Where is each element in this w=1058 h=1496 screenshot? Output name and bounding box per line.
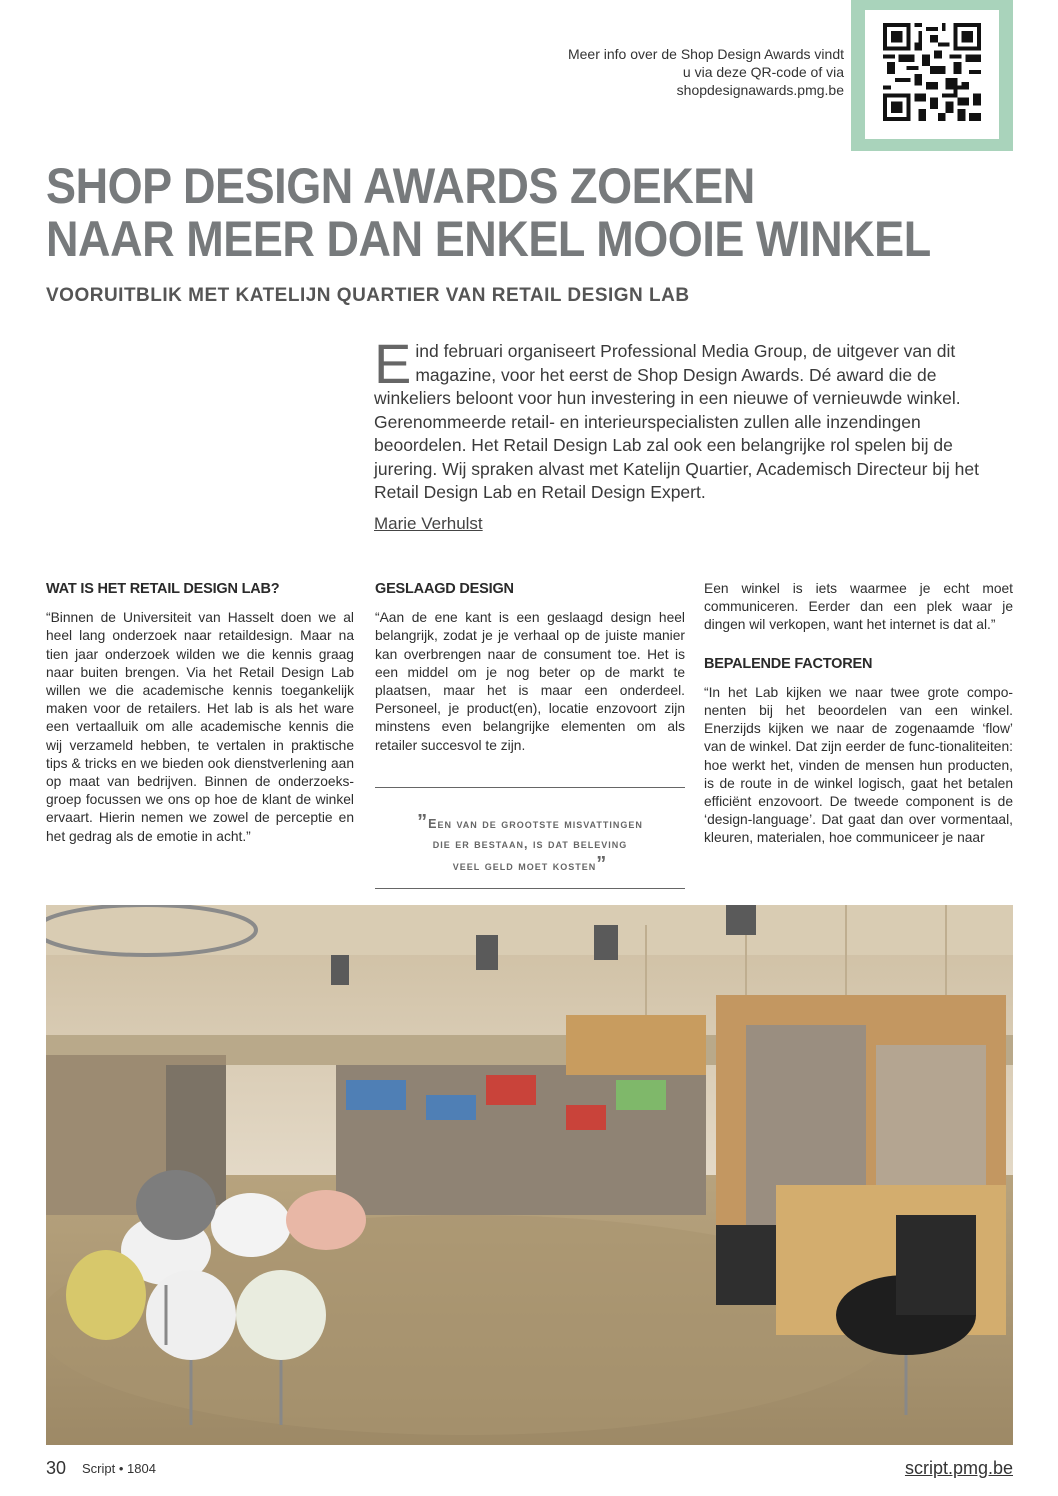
article-intro bbox=[374, 332, 1014, 505]
column-3-body-1: Een winkel is iets waarmee je echt moet communiceren. Eerder dan een plek waar je dingen wil verkopen, want het internet is dat al.” bbox=[704, 581, 1013, 633]
qr-code-box bbox=[865, 10, 999, 139]
pull-quote-line-3 bbox=[375, 854, 685, 876]
pull-quote-text-1: Een van de grootste misvattingen bbox=[428, 817, 643, 831]
article-author[interactable]: Marie Verhulst bbox=[374, 514, 483, 533]
article-subtitle: VOORUITBLIK MET KATELIJN QUARTIER VAN RETAIL DESIGN LAB bbox=[46, 285, 690, 306]
qr-code-frame bbox=[851, 0, 1013, 151]
qr-info-line-2: u via deze QR-code of via bbox=[682, 64, 844, 80]
intro-dropcap: E bbox=[374, 332, 412, 395]
column-1-body: “Binnen de Universiteit van Hasselt doen we al heel lang onderzoek naar retaildesign. Maar na tien jaar onderzoek wilden we die kennis graag naar buiten brengen. Via het Retail Design Lab willen we die academische kennis toegankelijk maken voor de retailers. Het lab is als het ware een vertaalluik om alle academische kennis die wij verzameld hebben, te vertalen in praktische tips & tricks en we bieden ook dienstverlening aan op maat van bedrijven. Binnen de onderzoeks-groep focussen we ons op hoe de klant de winkel ervaart. Hierin nemen we zowel de perceptie en het gedrag als de emotie in acht.” bbox=[46, 610, 354, 844]
article-title bbox=[46, 158, 931, 267]
pull-quote-line-2: die er bestaan, is dat beleving bbox=[432, 837, 628, 851]
qr-code-icon[interactable] bbox=[883, 22, 981, 122]
page-number: 30 bbox=[46, 1458, 67, 1478]
qr-info-line-3[interactable]: shopdesignawards.pmg.be bbox=[676, 82, 844, 98]
column-3-heading: BEPALENDE FACTOREN bbox=[704, 655, 873, 672]
qr-info-text bbox=[514, 45, 844, 99]
column-1-heading: WAT IS HET RETAIL DESIGN LAB? bbox=[46, 581, 280, 597]
column-1 bbox=[46, 580, 354, 846]
pull-quote-line-1 bbox=[375, 812, 685, 834]
quote-close-mark: ” bbox=[596, 853, 608, 875]
column-3 bbox=[704, 580, 1013, 848]
column-2-heading: GESLAAGD DESIGN bbox=[375, 581, 514, 597]
pull-quote-text-3: veel geld moet kosten bbox=[452, 859, 597, 873]
site-link[interactable]: script.pmg.be bbox=[904, 1458, 1013, 1478]
article-title-line-1: SHOP DESIGN AWARDS ZOEKEN bbox=[46, 158, 755, 214]
qr-info-line-1: Meer info over de Shop Design Awards vindt bbox=[567, 46, 844, 62]
issue-label: Script • 1804 bbox=[82, 1461, 156, 1476]
store-interior-photo bbox=[46, 905, 1013, 1445]
column-3-body-2: “In het Lab kijken we naar twee grote compo-nenten bij het beoordelen van een winkel. Enerzijds kijken we naar de zogenaamde ‘flow’ van de winkel. Dat zijn eerder de func-tionaliteiten: hoe werkt het, vinden de mensen hun producten, is de route in de winkel logisch, gaat het betalen efficiënt enzovoort. De tweede component is de ‘design-language’. Dat gaat dan over vormentaal, kleuren, materialen, hoe communiceer je naar bbox=[704, 684, 1013, 846]
quote-open-mark: ” bbox=[417, 811, 429, 833]
column-2-body: “Aan de ene kant is een geslaagd design heel belangrijk, zodat je je verhaal op de juiste manier kan overbrengen naar de consument toe. Het is een middel om je nog beter op de markt te plaatsen, maar het is maar een onderdeel. Personeel, je product(en), locatie enzovoort zijn minstens even belangrijke elementen om als retailer succesvol te zijn. bbox=[375, 610, 685, 753]
intro-text: ind februari organiseert Professional Media Group, de uitgever van dit magazine, voor het eerst de Shop Design Awards. Dé award die de winkeliers beloont voor hun investering in een nieuwe of vernieuwde winkel. Gerenommeerde retail- en interieurspecialisten zullen alle inzendingen beoordelen. Het Retail Design Lab zal ook een belangrijke rol spelen bij de jurering. Wij spraken alvast met Katelijn Quartier, Academisch Directeur bij het Retail Design Lab en Retail Design Expert. bbox=[374, 341, 979, 502]
article-title-line-2: NAAR MEER DAN ENKEL MOOIE WINKEL bbox=[46, 211, 931, 267]
pull-quote bbox=[375, 787, 685, 889]
column-2 bbox=[375, 580, 685, 755]
